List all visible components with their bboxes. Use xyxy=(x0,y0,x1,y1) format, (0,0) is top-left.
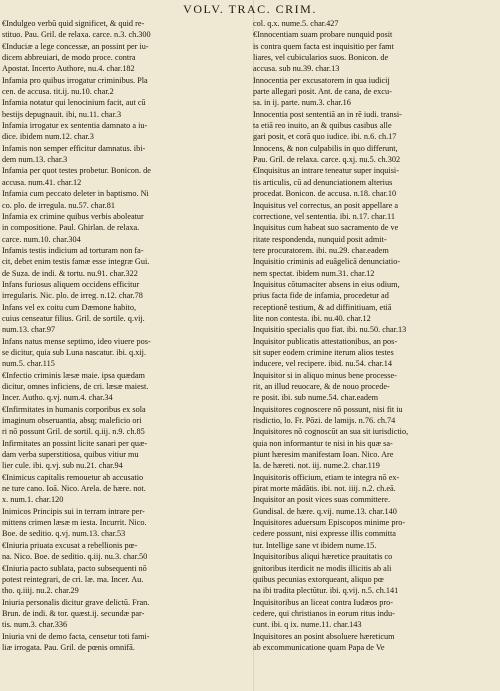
index-line: stituo. Pau. Gril. de relaxa. carce. n.3. ch.300 xyxy=(2,30,151,40)
index-line: dice. ibidem num.12. char.3 xyxy=(2,132,94,142)
index-line: Inquisitores nō cognoscūt an sua sit iurisdictio, xyxy=(253,427,409,437)
index-line: irregularis. Nic. plo. de irreg. n.12. char.78 xyxy=(2,291,143,301)
index-line: dam verba superstitiosa, quibus vitiur mu xyxy=(2,450,139,460)
index-line: Innocentia post sententiā an in rē iudi. transi- xyxy=(253,109,402,119)
index-line: €Iniuria pacto sublata, pacto subsequenti nō xyxy=(2,563,147,573)
index-line: dem num.13. char.3 xyxy=(2,155,68,165)
index-line: Inquisitus cum habeat suo sacramento de ve xyxy=(253,223,399,233)
index-line: Inimicos Principis sui in terram intrare per- xyxy=(2,506,145,516)
index-line: re posit. ibi. sub nume.54. char.eadem xyxy=(253,393,379,403)
index-line: €Induciæ a lege concessæ, an possint per iu- xyxy=(2,41,149,51)
index-line: Iniuria vni de demo facta, censetur toti fami- xyxy=(2,631,150,641)
index-line: tis articulis, cū ad denunciationem alterius xyxy=(253,177,393,187)
index-line: procedat. Bonicon. de accusa. n.18. char.10 xyxy=(253,189,397,199)
index-line: se dicitur, quia sub Luna nascatur. ibi. q.xij. xyxy=(2,347,147,357)
index-line: gnitoribus iterdicit ne modis illicitis ab ali xyxy=(253,563,392,573)
index-line: cen. de accusa. tit.ij. nu.10. char.2 xyxy=(2,87,114,97)
index-line: in compositione. Paul. Ghirlan. de relaxa. xyxy=(2,223,140,233)
right-column xyxy=(253,18,497,653)
index-line: quibus pecunias extorqueant, aliquo pœ xyxy=(253,574,384,584)
index-line: liares, vel cubicularios suos. Bonicon. de xyxy=(253,53,389,63)
index-line: Inquisitor si in aliquo minus bene processe- xyxy=(253,370,397,380)
index-line: €Inimicus capitalis remouetur ab accusatio xyxy=(2,472,144,482)
index-line: ab excommunicatione quam Papa de Ve xyxy=(253,642,385,652)
index-line: cunt. ibi. q ix. nume.11. char.143 xyxy=(253,620,362,630)
index-line: na ibi tradita plectūtur. ibi. q.vij. n.5. ch.141 xyxy=(253,586,399,596)
index-line: Inquisitor an posit vices suas committere. xyxy=(253,495,391,505)
index-line: Infamia ex crimine quibus verbis aboleatur xyxy=(2,211,144,221)
index-line: cedere, qui christianos in eorum ritus indu- xyxy=(253,608,395,618)
index-line: na. Nico. Boe. de seditio. q.iij. nu.3. char.50 xyxy=(2,552,148,562)
index-line: accusa. num.41. char.12 xyxy=(2,177,82,187)
index-line: dicem abbreuiari, de modo proce. contra xyxy=(2,53,136,63)
index-line: receptionē testium, & ad diffinitiuam, etiā xyxy=(253,302,392,312)
index-line: parte allegari posit. Ant. de cana, de excu- xyxy=(253,87,392,97)
index-line: Inquisitus cōtumaciter absens in eius odium, xyxy=(253,279,400,289)
index-line: cedere possunt, nisi expresse illis committa xyxy=(253,529,396,539)
index-line: ne ture cano. Ioā. Nico. Arela. de hære. not. xyxy=(2,484,146,494)
index-line: Innocens, & non culpabilis in quo differunt, xyxy=(253,143,398,153)
index-line: inducere, vel recipere. ibid. nu.54. char.14 xyxy=(253,359,393,369)
index-line: Infamia notatur qui lenocinium facit, aut cū xyxy=(2,98,146,108)
index-line: imaginum obseruantia, absq; maleficio ori xyxy=(2,416,142,426)
index-line: potest reintegrari, de cri. læ. ma. Incer. Au. xyxy=(2,574,144,584)
index-line: Infans furiosus aliquem occidens efficitur xyxy=(2,279,140,289)
index-line: accusa. sub nu.39. char.13 xyxy=(253,64,340,74)
index-line: carce. num.10. char.304 xyxy=(2,234,81,244)
index-line: cuius censeatur filius. Gril. de sortile. q.vij. xyxy=(2,313,145,323)
index-line: Gundisal. de hære. q.vij. nume.13. char.140 xyxy=(253,506,397,516)
index-line: la. de hæreti. not. iij. nume.2. char.119 xyxy=(253,461,380,471)
index-line: Infamia irrogatur ex sententia damnato a iu- xyxy=(2,121,148,131)
index-line: Brun. de indi. & tor. quæst.ij. secundæ par- xyxy=(2,608,145,618)
running-header: VOLV. TRAC. CRIM. xyxy=(183,2,317,16)
index-line: Inquisitoribus an liceat contra Iudæos pro- xyxy=(253,597,393,607)
index-line: Inquisitor publicatis attestationibus, an pos- xyxy=(253,336,398,346)
index-line: Inquisitoris officium, etiam te integra nō ex- xyxy=(253,472,400,482)
index-line: tho. q.iiij. nu.2. char.29 xyxy=(2,586,79,596)
index-columns xyxy=(0,18,500,691)
index-line: ri nō possunt Gril. de sortil. q.iij. n.9. ch.85 xyxy=(2,427,145,437)
index-line: dicitur, omnes inficiens, de cri. læsæ maiest. xyxy=(2,382,149,391)
index-line: num.5. char.115 xyxy=(2,359,55,369)
index-line: is contra quem facta est inquisitio per famt xyxy=(253,41,394,51)
index-line: Inquisitores aduersum Episcopos minime pro- xyxy=(253,518,406,528)
index-line: €Infectio criminis læsæ maie. ipsa quædam xyxy=(2,370,145,380)
index-line: €Innocentiam suam probare nunquid posit xyxy=(253,30,393,40)
index-line: Infamis testis indicium ad torturam non fa- xyxy=(2,245,144,255)
index-line: Inquisitores cognoscere nō possunt, nisi fit iu xyxy=(253,404,403,414)
index-line: quia non informantur te nisi in his quæ sa- xyxy=(253,438,393,448)
index-line: Iniuria personalis dicitur grave delictū. Fran. xyxy=(2,597,150,607)
index-line: sit super eodem crimine iterum alios testes xyxy=(253,347,394,357)
index-line: €Iniuria priuata excusat a rebellionis pœ- xyxy=(2,540,138,550)
index-line: nem spectat. ibidem num.31. char.12 xyxy=(253,268,375,278)
index-line: gari posit, et corā quo iudice. ibi. n.6. ch.17 xyxy=(253,132,397,142)
left-column xyxy=(2,18,248,653)
index-line: Apostat. Incerto Authore, nu.4. char.182 xyxy=(2,64,135,74)
index-line: pirat morte mādātis. ibi. not. iiij. n.2. ch.eā. xyxy=(253,484,396,494)
index-line: col. q.x. nume.5. char.427 xyxy=(253,19,339,28)
index-line: liæ irrogata. Pau. Gril. de pœnis omnifā. xyxy=(2,642,135,652)
index-line: Infamia per quot testes probetur. Bonicon. de xyxy=(2,166,151,176)
index-line: Inquisitores an posint absoluere hæreticum xyxy=(253,631,395,641)
index-line: tur. Intellige sane vt ibidem nume.15. xyxy=(253,540,377,550)
index-line: Inquisitio criminis ad euāgelicā denunciatio- xyxy=(253,257,401,267)
index-line: Boe. de seditio. q.vj. num.13. char.53 xyxy=(2,529,126,539)
index-line: Infans natus mense septimo, ideo viuere pos- xyxy=(2,336,151,346)
index-line: Infamia cum peccato deleter in baptismo. Ni xyxy=(2,189,149,199)
index-line: Inquisitio specialis quo fiat. ibi. nu.50. char.13 xyxy=(253,325,407,335)
index-line: ta etiā reo inuito, an & quibus casibus alle xyxy=(253,121,392,131)
index-line: Innocentia per excusatorem in qua iudicij xyxy=(253,75,390,85)
index-line: co. plo. de irregula. nu.57. char.81 xyxy=(2,200,115,210)
index-line: €Indulgeo verbū quid significet, & quid re- xyxy=(2,19,145,28)
index-line: lite non contesta. ibi. nu.40. char.12 xyxy=(253,313,371,323)
index-line: de Suza. de indi. & tortu. nu.91. char.322 xyxy=(2,268,138,278)
index-line: lier cule. ibi. q.vj. sub nu.21. char.94 xyxy=(2,461,123,471)
index-line: Infirmitates an possint licite sanari per quæ- xyxy=(2,438,148,448)
index-line: €Inquisitus an intrare teneatur super inquisi- xyxy=(253,166,399,176)
index-line: risdictio, lo. Fr. Pōzi. de lamijs. n.76. ch.74 xyxy=(253,416,396,426)
index-line: tere procuratorem. ibi. nu.29. char.eadem xyxy=(253,245,389,255)
index-line: Inquisitoribus aliqui hæretice prauitatis co xyxy=(253,552,393,562)
index-line: Pau. Gril. de relaxa. carce. q.xj. nu.5. ch.302 xyxy=(253,155,401,165)
index-line: cit, debet enim testis famæ esse integræ Gui. xyxy=(2,257,150,267)
index-line: Infamis non semper efficitur damnatus. ibi- xyxy=(2,143,146,153)
index-line: €Infirmitates in humanis corporibus ex sola xyxy=(2,404,146,414)
index-line: tis. num.3. char.336 xyxy=(2,620,68,630)
index-line: piunt hæresim manifestam Ioan. Nico. Are xyxy=(253,450,394,460)
index-line: num.13. char.97 xyxy=(2,325,56,335)
index-line: x. num.1. char.120 xyxy=(2,495,64,505)
index-line: mittens crimen læsæ m iesta. Incurrit. Nico. xyxy=(2,518,147,528)
index-line: Infans vel ex coitu cum Dæmone habito, xyxy=(2,302,137,312)
index-line: Incer. Autho. q.vj. num.4. char.34 xyxy=(2,393,113,403)
index-line: sa. in ij. parte. num.3. char.16 xyxy=(253,98,351,108)
index-line: prius facta fide de infamia, procedetur ad xyxy=(253,291,389,301)
index-line: bestijs depugnauit. ibi, nu.11. char.3 xyxy=(2,109,122,119)
index-line: Inquisitus vel correctus, an posit appellare a xyxy=(253,200,399,210)
index-line: ritate respondenda, nunquid posit admit- xyxy=(253,234,387,244)
index-line: correctione, vel sententia. ibi. n.17. char.11 xyxy=(253,211,395,221)
index-line: Infamia pro quibus irrogatur criminibus. Pla xyxy=(2,75,148,85)
index-line: rit, an illud reuocare, & de nouo procede- xyxy=(253,382,390,391)
